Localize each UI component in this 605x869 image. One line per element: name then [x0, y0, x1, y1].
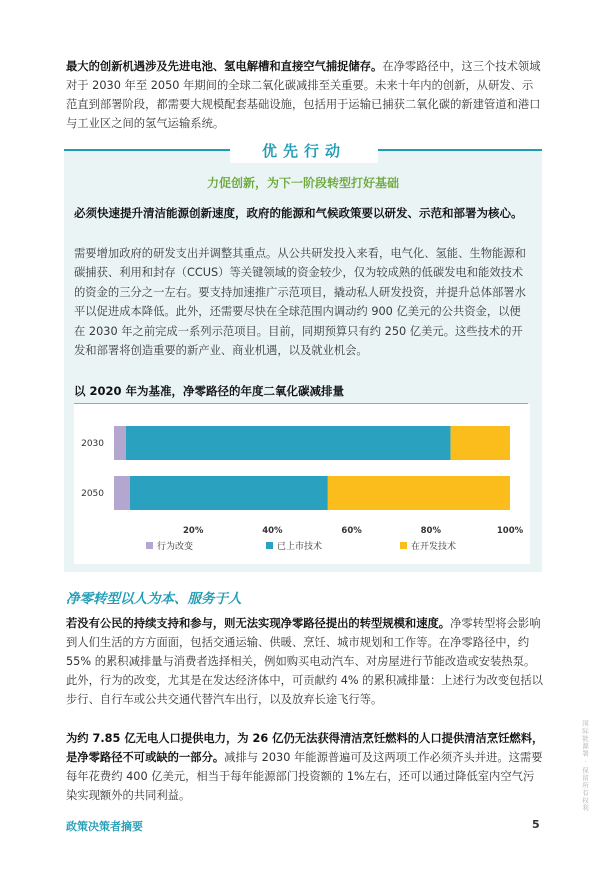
page-number: 5: [532, 818, 540, 831]
intro-text: 在净零路径中，这三个技术领域对于 2030 年至 2050 年期间的全球二氧化碳减排至关重要。未来十年内的创新，从研发、示范直到部署阶段，都需要大规模配套基础设施，包括用于运输已捕获二氧化碳的新建管道和港口与工业区之间的氢气运输系统。: [66, 60, 541, 130]
section-paragraph-1: [66, 614, 544, 709]
chart-title: 以 2020 年为基准，净零路径的年度二氧化碳减排量: [74, 384, 345, 398]
bar-2050-series-1: [130, 476, 328, 510]
footer-title: 政策决策者摘要: [66, 820, 143, 833]
section-p1-bold: 若没有公民的持续支持和参与，则无法实现净零路径提出的转型规模和速度。: [66, 617, 451, 630]
intro-bold: 最大的创新机遇涉及先进电池、氢电解槽和直接空气捕捉储存。: [66, 60, 383, 73]
section-p1-text: 净零转型将会影响到人们生活的方方面面，包括交通运输、供暖、烹饪、城市规划和工作等。在净零路径中，约 55% 的累积减排量与消费者选择相关，例如购买电动汽车、对房屋进行节能改造或安装热泵。此外，行为的改变，尤其是在发达经济体中，可贡献约 4% 的累积减排量：上述行为改变包括以步行、自行车或公共交通代替汽车出行，以及放弃长途飞行等。: [66, 617, 543, 706]
x-tick-label: 20%: [183, 526, 204, 536]
section-p2-text: 减排与 2030 年能源普遍可及这两项工作必须齐头并进。这需要每年花费约 400 亿美元，相当于每年能源部门投资额的 1%左右，还可以通过降低室内空气污染实现额外的共同利益。: [66, 751, 543, 802]
side-watermark: 国际能源署 · 保留所有权利: [581, 720, 589, 812]
priority-actions-title-wrap: [230, 139, 378, 163]
bar-2030-series-0: [114, 426, 126, 460]
priority-actions-lead: 必须快速提升清洁能源创新速度，政府的能源和气候政策要以研发、示范和部署为核心。: [74, 206, 523, 220]
x-tick-label: 60%: [341, 526, 362, 536]
legend-swatch: [146, 542, 153, 549]
legend-swatch: [400, 542, 407, 549]
section-p2-bold: 为约 7.85 亿无电人口提供电力，为 26 亿仍无法获得清洁烹饪燃料的人口提供清洁烹饪燃料，是净零路径不可或缺的一部分。: [66, 732, 544, 764]
legend-label: 行为改变: [157, 542, 194, 552]
category-label-2050: 2050: [81, 489, 104, 499]
bar-2050-series-2: [328, 476, 510, 510]
category-label-2030: 2030: [81, 439, 104, 449]
bar-2030-series-2: [451, 426, 510, 460]
bar-2050-series-0: [114, 476, 130, 510]
legend-label: 已上市技术: [277, 542, 323, 552]
priority-actions-title: 优先行动: [261, 142, 346, 160]
priority-actions-subtitle: 力促创新，为下一阶段转型打好基础: [206, 176, 399, 190]
priority-actions-paragraph: 需要增加政府的研发支出并调整其重点。从公共研发投入来看，电气化、氢能、生物能源和碳捕获、利用和封存（CCUS）等关键领域的资金较少，仅为较成熟的低碳发电和能效技术的资金的三分之一左右。要支持加速推广示范项目，撬动私人研发投资，并提升总体部署水平以促进成本降低。此外，还需要尽快在全球范围内调动约 900 亿美元的公共资金，以便在 2030 年之前完成一系列示范项目。目前，同期预算只有约 250 亿美元。这些技术的开发和部署将创造重要的新产业、商业机遇，以及就业机会。: [74, 247, 526, 358]
section-heading: 净零转型以人为本、服务于人: [66, 591, 242, 607]
bar-2030-series-1: [126, 426, 451, 460]
section-paragraph-2: [66, 729, 544, 805]
legend-label: 在开发技术: [411, 542, 457, 552]
intro-paragraph: [66, 57, 544, 133]
emissions-chart: [74, 404, 530, 564]
x-tick-label: 80%: [420, 526, 441, 536]
legend-swatch: [266, 542, 273, 549]
x-tick-label: 100%: [496, 526, 524, 536]
x-tick-label: 40%: [262, 526, 283, 536]
